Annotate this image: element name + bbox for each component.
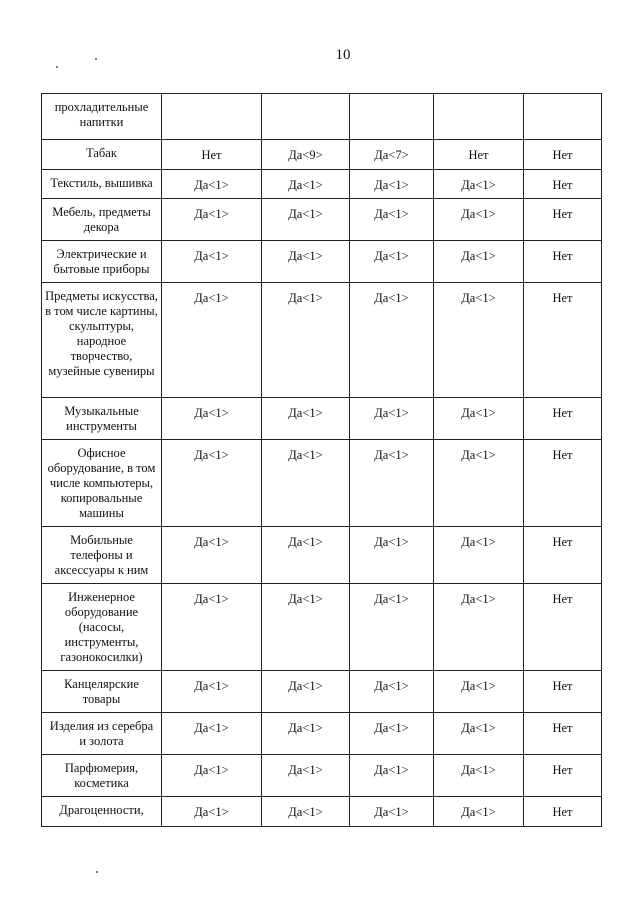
value-cell: Нет <box>524 170 602 199</box>
table-row <box>42 398 602 440</box>
value-cell: Да<1> <box>434 170 524 199</box>
category-cell: Инженерное оборудование (насосы, инструменты, газонокосилки) <box>42 584 162 671</box>
table-row <box>42 241 602 283</box>
value-cell <box>162 94 262 140</box>
value-cell: Да<1> <box>162 199 262 241</box>
category-cell: прохладительные напитки <box>42 94 162 140</box>
value-cell: Да<1> <box>350 170 434 199</box>
value-cell: Да<1> <box>162 584 262 671</box>
value-cell: Да<1> <box>434 527 524 584</box>
value-cell: Нет <box>524 527 602 584</box>
value-cell: Да<1> <box>262 241 350 283</box>
value-cell: Да<1> <box>262 713 350 755</box>
value-cell: Да<1> <box>434 199 524 241</box>
category-cell: Табак <box>42 140 162 170</box>
value-cell: Да<1> <box>434 241 524 283</box>
value-cell <box>262 94 350 140</box>
value-cell: Да<1> <box>434 713 524 755</box>
category-cell: Музыкальные инструменты <box>42 398 162 440</box>
value-cell: Да<1> <box>350 671 434 713</box>
category-cell: Канцелярские товары <box>42 671 162 713</box>
value-cell: Нет <box>162 140 262 170</box>
table-row <box>42 755 602 797</box>
value-cell: Да<1> <box>262 398 350 440</box>
table-row <box>42 713 602 755</box>
value-cell <box>524 94 602 140</box>
value-cell: Да<1> <box>262 283 350 398</box>
value-cell: Да<1> <box>162 283 262 398</box>
value-cell: Да<1> <box>262 170 350 199</box>
category-cell: Мобильные телефоны и аксессуары к ним <box>42 527 162 584</box>
value-cell: Нет <box>524 797 602 827</box>
table-row <box>42 671 602 713</box>
table-row <box>42 140 602 170</box>
goods-table <box>41 93 602 827</box>
value-cell: Да<1> <box>162 671 262 713</box>
table-row <box>42 797 602 827</box>
category-cell: Предметы искусства, в том числе картины, скульптуры, народное творчество, музейные сувениры <box>42 283 162 398</box>
value-cell: Да<1> <box>434 755 524 797</box>
category-cell: Парфюмерия, косметика <box>42 755 162 797</box>
value-cell: Да<1> <box>162 755 262 797</box>
scan-speck <box>95 58 97 60</box>
category-cell: Электрические и бытовые приборы <box>42 241 162 283</box>
value-cell: Нет <box>524 713 602 755</box>
value-cell: Нет <box>524 140 602 170</box>
table-row <box>42 94 602 140</box>
table-row <box>42 584 602 671</box>
value-cell: Да<1> <box>162 527 262 584</box>
value-cell: Да<1> <box>350 797 434 827</box>
value-cell: Да<1> <box>262 671 350 713</box>
value-cell: Да<1> <box>262 199 350 241</box>
value-cell: Нет <box>524 584 602 671</box>
scan-speck <box>56 66 58 68</box>
value-cell: Нет <box>524 671 602 713</box>
value-cell: Да<1> <box>162 241 262 283</box>
table-row <box>42 527 602 584</box>
value-cell: Да<1> <box>162 170 262 199</box>
value-cell: Да<1> <box>262 527 350 584</box>
value-cell: Нет <box>524 755 602 797</box>
value-cell: Да<1> <box>262 440 350 527</box>
value-cell: Да<1> <box>262 584 350 671</box>
scan-speck <box>96 871 98 873</box>
value-cell: Да<7> <box>350 140 434 170</box>
value-cell: Да<1> <box>262 797 350 827</box>
value-cell: Да<1> <box>162 713 262 755</box>
value-cell: Нет <box>524 199 602 241</box>
value-cell: Нет <box>524 241 602 283</box>
table-row <box>42 283 602 398</box>
value-cell: Да<1> <box>350 527 434 584</box>
table-body <box>42 94 602 827</box>
value-cell: Да<1> <box>350 755 434 797</box>
value-cell: Да<1> <box>162 440 262 527</box>
value-cell: Нет <box>524 398 602 440</box>
value-cell <box>434 94 524 140</box>
value-cell: Да<1> <box>162 398 262 440</box>
value-cell: Да<1> <box>434 584 524 671</box>
value-cell: Да<1> <box>434 398 524 440</box>
value-cell: Нет <box>524 440 602 527</box>
value-cell: Да<1> <box>262 755 350 797</box>
value-cell: Да<1> <box>350 713 434 755</box>
table-row <box>42 440 602 527</box>
value-cell: Да<1> <box>434 671 524 713</box>
table-row <box>42 170 602 199</box>
value-cell: Да<9> <box>262 140 350 170</box>
category-cell: Изделия из серебра и золота <box>42 713 162 755</box>
page-number: 10 <box>335 47 351 63</box>
value-cell: Да<1> <box>350 241 434 283</box>
value-cell: Да<1> <box>350 283 434 398</box>
category-cell: Офисное оборудование, в том числе компьютеры, копировальные машины <box>42 440 162 527</box>
category-cell: Мебель, предметы декора <box>42 199 162 241</box>
value-cell: Да<1> <box>162 797 262 827</box>
value-cell: Да<1> <box>350 584 434 671</box>
value-cell: Да<1> <box>434 440 524 527</box>
value-cell <box>350 94 434 140</box>
category-cell: Текстиль, вышивка <box>42 170 162 199</box>
value-cell: Нет <box>524 283 602 398</box>
value-cell: Да<1> <box>434 797 524 827</box>
value-cell: Да<1> <box>434 283 524 398</box>
value-cell: Нет <box>434 140 524 170</box>
table-row <box>42 199 602 241</box>
value-cell: Да<1> <box>350 398 434 440</box>
value-cell: Да<1> <box>350 199 434 241</box>
value-cell: Да<1> <box>350 440 434 527</box>
category-cell: Драгоценности, <box>42 797 162 827</box>
